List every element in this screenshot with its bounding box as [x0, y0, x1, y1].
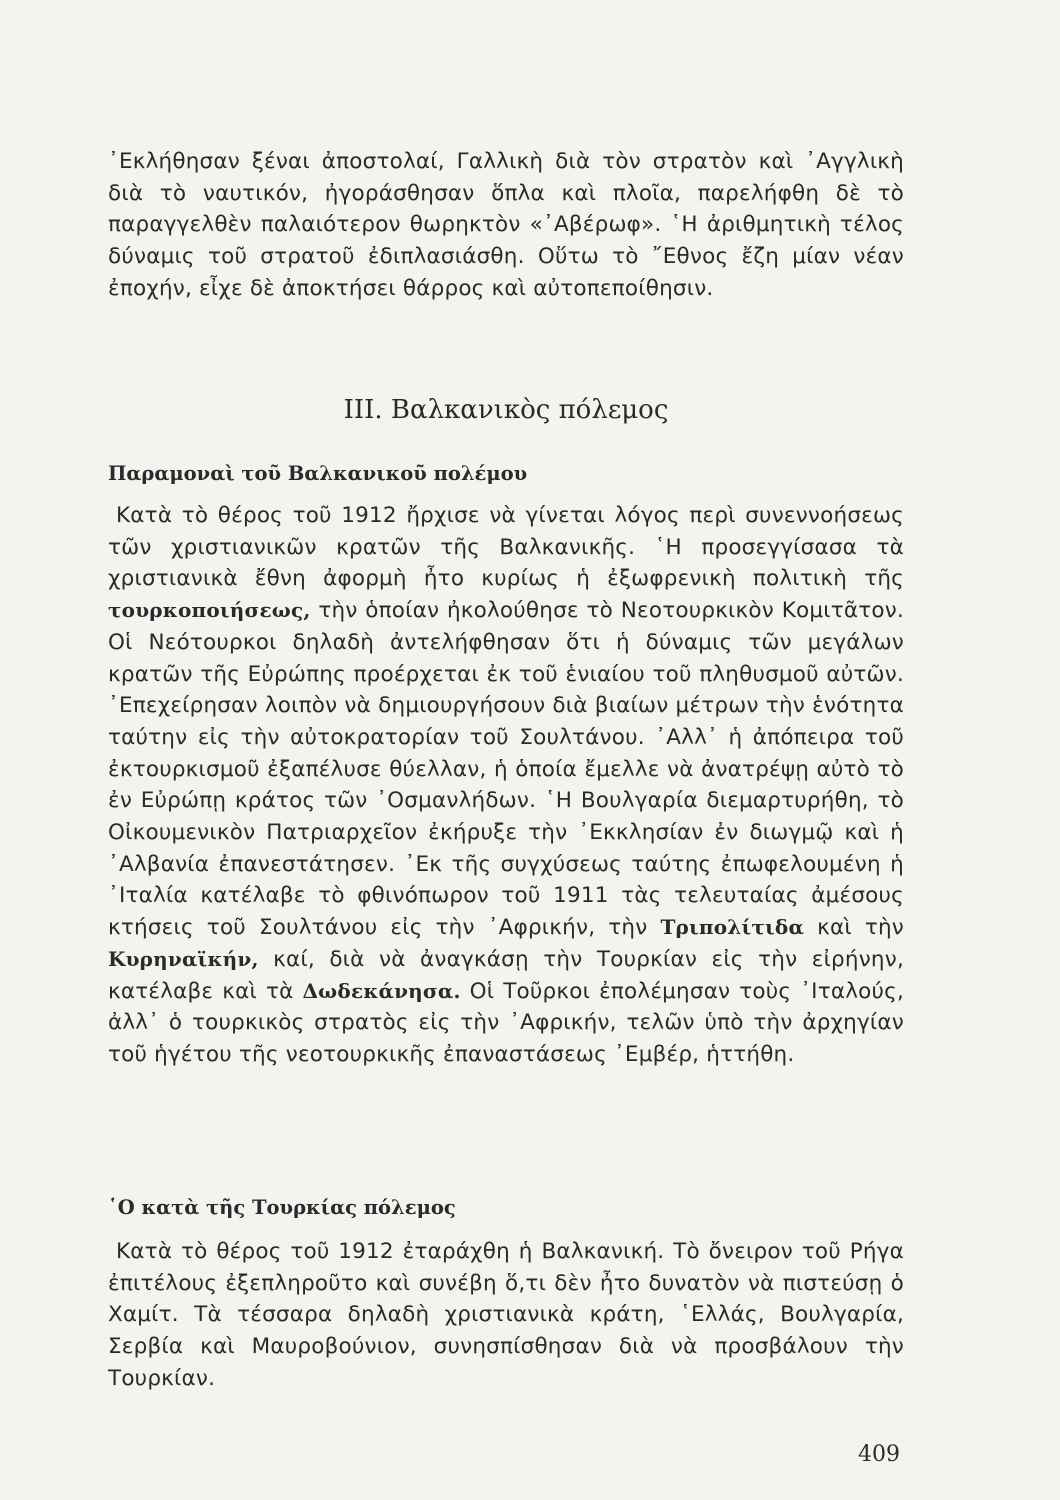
- bold-term-tripolitania: Τριπολίτιδα: [660, 915, 805, 940]
- page-number: 409: [858, 1442, 900, 1467]
- bold-term-turkification: τουρκοποιήσεως,: [108, 598, 311, 623]
- text-segment: Κατὰ τὸ θέρος τοῦ 1912 ἤρχισε νὰ γίνεται λόγος περὶ συνεννοήσεως τῶν χριστιανικῶν κρατῶν τῆς Βαλκανικῆς. ῾Η προσεγγίσασα τὰ χριστιανικὰ ἔθνη ἀφορμὴ ἦτο κυρίως ἡ ἐξωφρενικὴ πολιτικὴ τῆς: [108, 503, 904, 592]
- text-segment: καὶ τὴν: [804, 915, 904, 941]
- bold-term-cyrenaica: Κυρηναϊκήν,: [108, 946, 259, 971]
- section-paragraph-war-against-turkey: Κατὰ τὸ θέρος τοῦ 1912 ἐταράχθη ἡ Βαλκανική. Τὸ ὄνειρον τοῦ Ρήγα ἐπιτέλους ἐξεπληροῦτο καὶ συνέβη ὅ,τι δὲν ἦτο δυνατὸν νὰ πιστεύσῃ ὁ Χαμίτ. Τὰ τέσσαρα δηλαδὴ χριστιανικὰ κράτη, ῾Ελλάς, Βουλγαρία, Σερβία καὶ Μαυροβούνιον, συνησπίσθησαν διὰ νὰ προσβάλουν τὴν Τουρκίαν.: [108, 1239, 904, 1391]
- opening-paragraph: ᾿Εκλήθησαν ξέναι ἀποστολαί, Γαλλικὴ διὰ τὸν στρατὸν καὶ ᾿Αγγλικὴ διὰ τὸ ναυτικόν, ἠγοράσθησαν ὅπλα καὶ πλοῖα, παρελήφθη δὲ τὸ παραγγελθὲν παλαιότερον θωρηκτὸν «᾿Αβέρωφ». ῾Η ἀριθμητικὴ τέλος δύναμις τοῦ στρατοῦ ἐδιπλασιάσθη. Οὕτω τὸ ῎Εθνος ἔζη μίαν νέαν ἐποχήν, εἶχε δὲ ἀποκτήσει θάρρος καὶ αὐτοπεποίθησιν.: [108, 149, 904, 301]
- text-segment: καί, διὰ νὰ ἀναγκάσῃ τὴν Τουρκίαν εἰς τὴν εἰρήνην, κατέλαβε καὶ τὰ: [108, 946, 904, 1004]
- bold-term-dodecanese: Δωδεκάνησα.: [302, 978, 461, 1003]
- chapter-heading: III. Βαλκανικὸς πόλεμος: [343, 395, 669, 425]
- section-heading-war-against-turkey: ῾Ο κατὰ τῆς Τουρκίας πόλεμος: [108, 1196, 456, 1219]
- text-segment: Οἱ Τοῦρκοι ἐπολέμησαν τοὺς ᾿Ιταλούς, ἀλλ᾿ ὁ τουρκικὸς στρατὸς εἰς τὴν ᾿Αφρικήν, τελῶν ὑπὸ τὴν ἀρχηγίαν τοῦ ἡγέτου τῆς νεοτουρκικῆς ἐπαναστάσεως ᾿Εμβέρ, ἡττήθη.: [108, 978, 904, 1067]
- section-paragraph-eve-of-war: [108, 500, 904, 1071]
- section-heading-eve-of-war: Παραμοναὶ τοῦ Βαλκανικοῦ πολέμου: [108, 462, 528, 485]
- text-segment: τὴν ὁποίαν ἠκολούθησε τὸ Νεοτουρκικὸν Κομιτᾶτον. Οἱ Νεότουρκοι δηλαδὴ ἀντελήφθησαν ὅτι ἡ δύναμις τῶν μεγάλων κρατῶν τῆς Εὐρώπης προέρχεται ἐκ τοῦ ἑνιαίου τοῦ πληθυσμοῦ αὐτῶν. ᾿Επεχείρησαν λοιπὸν νὰ δημιουργήσουν διὰ βιαίων μέτρων τὴν ἑνότητα ταύτην εἰς τὴν αὐτοκρατορίαν τοῦ Σουλτάνου. ᾿Αλλ᾿ ἡ ἀπόπειρα τοῦ ἐκτουρκισμοῦ ἐξαπέλυσε θύελλαν, ἡ ὁποία ἔμελλε νὰ ἀνατρέψῃ αὐτὸ τὸ ἐν Εὐρώπῃ κράτος τῶν ᾿Οσμανλήδων. ῾Η Βουλγαρία διεμαρτυρήθη, τὸ Οἰκουμενικὸν Πατριαρχεῖον ἐκήρυξε τὴν ᾿Εκκλησίαν ἐν διωγμῷ καὶ ἡ ᾿Αλβανία ἐπανεστάτησεν. ᾿Εκ τῆς συγχύσεως ταύτης ἐπωφελουμένη ἡ ᾿Ιταλία κατέλαβε τὸ φθινόπωρον τοῦ 1911 τὰς τελευταίας ἀμέσους κτήσεις τοῦ Σουλτάνου εἰς τὴν ᾿Αφρικήν, τὴν: [108, 598, 904, 941]
